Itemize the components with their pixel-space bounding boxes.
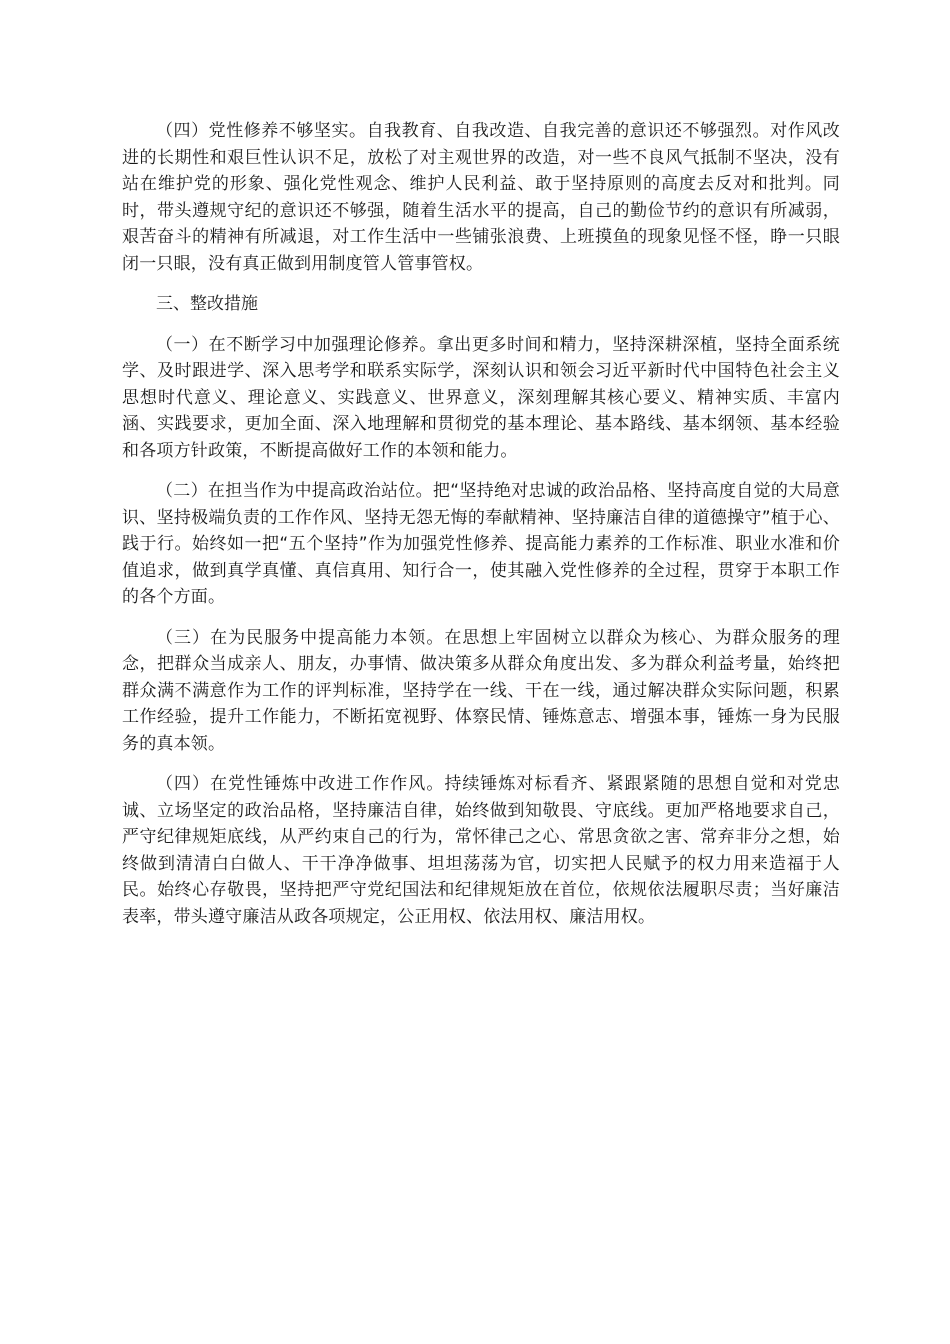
paragraph-measure-political-stance: （二）在担当作为中提高政治站位。把“坚持绝对忠诚的政治品格、坚持高度自觉的大局意识、坚持极端负责的工作作风、坚持无怨无悔的奉献精神、坚持廉洁自律的道德操守”植于心、践于行。始终如一把“五个坚持”作为加强党性修养、提高能力素养的工作标准、职业水准和价值追求，做到真学真懂、真信真用、知行合一，使其融入党性修养的全过程，贯穿于本职工作的各个方面。 <box>122 481 840 607</box>
paragraph-measure-theory-study: （一）在不断学习中加强理论修养。拿出更多时间和精力，坚持深耕深植，坚持全面系统学、及时跟进学、深入思考学和联系实际学，深刻认识和领会习近平新时代中国特色社会主义思想时代意义、理论意义、实践意义、世界意义，深刻理解其核心要义、精神实质、丰富内涵、实践要求，更加全面、深入地理解和贯彻党的基本理论、基本路线、基本纲领、基本经验和各项方针政策，不断提高做好工作的本领和能力。 <box>122 334 840 461</box>
section-heading-rectification: 三、整改措施 <box>156 294 258 314</box>
document-body <box>122 118 840 944</box>
paragraph-party-cultivation-issue: （四）党性修养不够坚实。自我教育、自我改造、自我完善的意识还不够强烈。对作风改进的长期性和艰巨性认识不足，放松了对主观世界的改造，对一些不良风气抵制不坚决，没有站在维护党的形象、强化党性观念、维护人民利益、敢于坚持原则的高度去反对和批判。同时，带头遵规守纪的意识还不够强，随着生活水平的提高，自己的勤俭节约的意识有所减弱，艰苦奋斗的精神有所减退，对工作生活中一些铺张浪费、上班摸鱼的现象见怪不怪，睁一只眼闭一只眼，没有真正做到用制度管人管事管权。 <box>122 121 840 274</box>
paragraph-measure-serve-people: （三）在为民服务中提高能力本领。在思想上牢固树立以群众为核心、为群众服务的理念，把群众当成亲人、朋友，办事情、做决策多从群众角度出发、多为群众利益考量，始终把群众满不满意作为工作的评判标准，坚持学在一线、干在一线，通过解决群众实际问题，积累工作经验，提升工作能力，不断拓宽视野、体察民情、锤炼意志、增强本事，锤炼一身为民服务的真本领。 <box>122 627 840 754</box>
paragraph-measure-work-style: （四）在党性锤炼中改进工作作风。持续锤炼对标看齐、紧跟紧随的思想自觉和对党忠诚、立场坚定的政治品格，坚持廉洁自律，始终做到知敬畏、守底线。更加严格地要求自己，严守纪律规矩底线，从严约束自己的行为，常怀律己之心、常思贪欲之害、常弃非分之想，始终做到清清白白做人、干干净净做事、坦坦荡荡为官，切实把人民赋予的权力用来造福于人民。始终心存敬畏，坚持把严守党纪国法和纪律规矩放在首位，依规依法履职尽责；当好廉洁表率，带头遵守廉洁从政各项规定，公正用权、依法用权、廉洁用权。 <box>122 774 840 927</box>
